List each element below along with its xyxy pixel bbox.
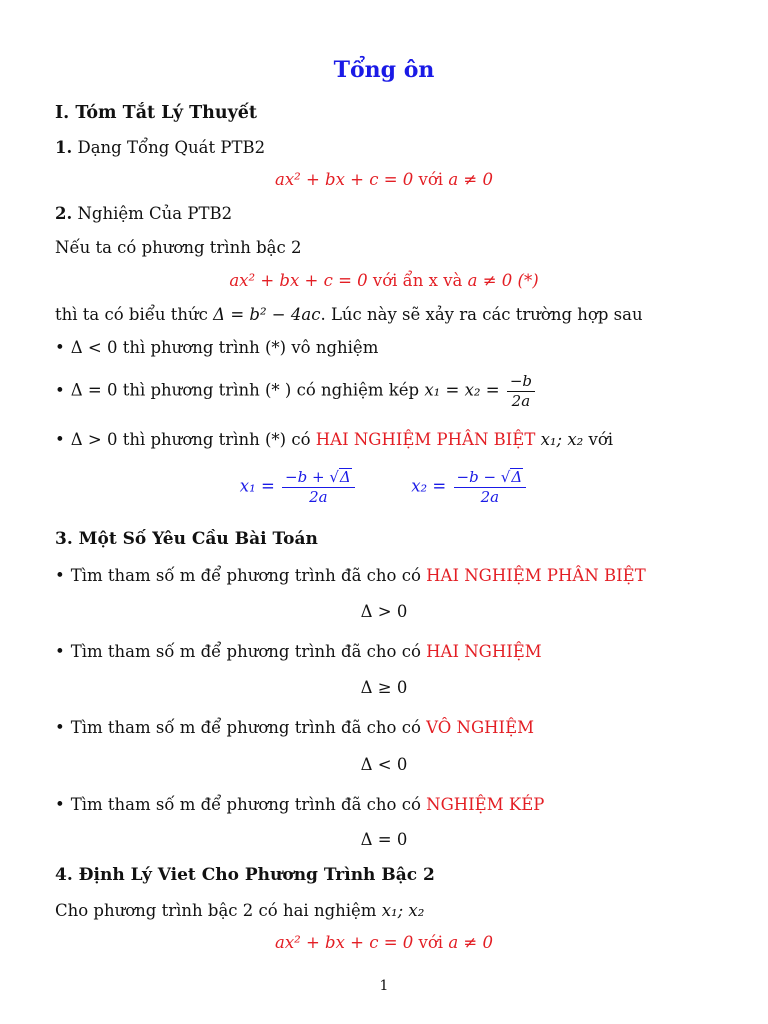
equation-lhs: ax² + bx + c = 0 [274, 933, 414, 952]
section-heading-3 [55, 529, 728, 549]
case-condition: Δ > 0 [70, 430, 118, 449]
equation-connector: với [418, 933, 444, 952]
section-heading-1: I. Tóm Tắt Lý Thuyết [55, 103, 258, 123]
bullet: • [55, 795, 65, 814]
item-condition: Δ < 0 [360, 755, 408, 774]
item-highlight: HAI NGHIỆM [426, 642, 542, 661]
item-text: Tìm tham số m để phương trình đã cho có [70, 566, 421, 585]
fraction-denominator: 2a [480, 488, 500, 506]
item-highlight: HAI NGHIỆM PHÂN BIỆT [426, 566, 646, 585]
subheading-number: 2. [55, 204, 73, 223]
case-text: thì phương trình (*) có [122, 430, 311, 449]
delta-expression: Δ = b² − 4ac [213, 305, 321, 324]
section-number: 4. [55, 865, 73, 885]
double-root-fraction [507, 372, 535, 410]
list-item [55, 718, 728, 738]
item-text: Tìm tham số m để phương trình đã cho có [70, 795, 421, 814]
delta-pre: thì ta có biểu thức [55, 305, 208, 324]
sqrt-icon: √ [329, 468, 339, 486]
case-roots: x₁; x₂ [540, 430, 584, 449]
equation-lhs: ax² + bx + c = 0 [274, 170, 414, 189]
subheading-1 [55, 138, 728, 158]
section-number: 3. [55, 529, 73, 549]
bullet: • [55, 642, 65, 661]
equation-general-form-viet [0, 933, 768, 953]
x1-lhs: x₁ = [239, 476, 275, 496]
intro-text: Cho phương trình bậc 2 có hai nghiệm [55, 901, 377, 920]
x1-fraction [282, 468, 355, 506]
intro-text: Nếu ta có phương trình bậc 2 [55, 238, 302, 257]
equation-connector: với [418, 170, 444, 189]
item-highlight: VÔ NGHIỆM [426, 718, 535, 737]
delta-post: . Lúc này sẽ xảy ra các trường hợp sau [320, 305, 643, 324]
subheading-label: Nghiệm Của PTB2 [77, 204, 233, 223]
item-text: Tìm tham số m để phương trình đã cho có [70, 718, 421, 737]
list-item [55, 566, 728, 586]
subheading-label: Dạng Tổng Quát PTB2 [77, 138, 266, 157]
equation-condition: a ≠ 0 [448, 170, 493, 189]
equation-middle: với ẩn x và [372, 271, 463, 290]
equation-condition: a ≠ 0 [448, 933, 493, 952]
bullet: • [55, 380, 65, 400]
page-title: Tổng ôn [333, 57, 435, 83]
section-title: Định Lý Viet Cho Phương Trình Bậc 2 [78, 865, 435, 885]
bullet: • [55, 338, 65, 357]
case-zero-delta [55, 372, 728, 410]
equation-lhs: ax² + bx + c = 0 [229, 271, 368, 290]
item-condition: Δ = 0 [360, 830, 408, 849]
section-heading-4 [55, 865, 728, 885]
bullet: • [55, 718, 65, 737]
item-condition: Δ > 0 [360, 602, 408, 621]
delta-definition [55, 305, 728, 325]
subheading-number: 1. [55, 138, 73, 157]
equation-general-form [0, 170, 768, 190]
x2-lhs: x₂ = [411, 476, 447, 496]
case-condition: Δ < 0 [70, 338, 118, 357]
case-post: với [588, 430, 614, 449]
double-root-expression: x₁ = x₂ = [424, 380, 500, 400]
fraction-numerator: −b + √Δ [282, 468, 355, 488]
root-formulas [0, 468, 768, 506]
sqrt-radicand: Δ [339, 468, 351, 486]
list-item [55, 795, 728, 815]
fraction-denominator: 2a [511, 392, 531, 410]
subheading-2 [55, 204, 728, 224]
fraction-denominator: 2a [309, 488, 328, 506]
bullet: • [55, 430, 65, 449]
viet-intro [55, 901, 728, 921]
sqrt-icon: √ [500, 468, 511, 486]
sqrt-radicand: Δ [511, 468, 523, 486]
bullet: • [55, 566, 65, 585]
section-title: Một Số Yêu Cầu Bài Toán [78, 529, 318, 549]
intro-roots: x₁; x₂ [381, 901, 425, 920]
fraction-numerator: −b − √Δ [454, 468, 527, 488]
item-text: Tìm tham số m để phương trình đã cho có [70, 642, 421, 661]
equation-with-condition [0, 271, 768, 291]
case-text: thì phương trình (* ) có nghiệm kép [122, 380, 420, 400]
equation-condition: a ≠ 0 (*) [467, 271, 539, 290]
case-highlight: HAI NGHIỆM PHÂN BIỆT [315, 430, 536, 449]
page-number: 1 [379, 978, 389, 994]
case-positive-delta [55, 430, 728, 450]
x2-fraction [454, 468, 527, 506]
item-condition: Δ ≥ 0 [360, 678, 408, 697]
item-highlight: NGHIỆM KÉP [426, 795, 545, 814]
case-condition: Δ = 0 [70, 380, 118, 400]
case-negative-delta [55, 338, 728, 358]
fraction-numerator: −b [507, 372, 535, 392]
case-text: thì phương trình (*) vô nghiệm [122, 338, 379, 357]
list-item [55, 642, 728, 662]
